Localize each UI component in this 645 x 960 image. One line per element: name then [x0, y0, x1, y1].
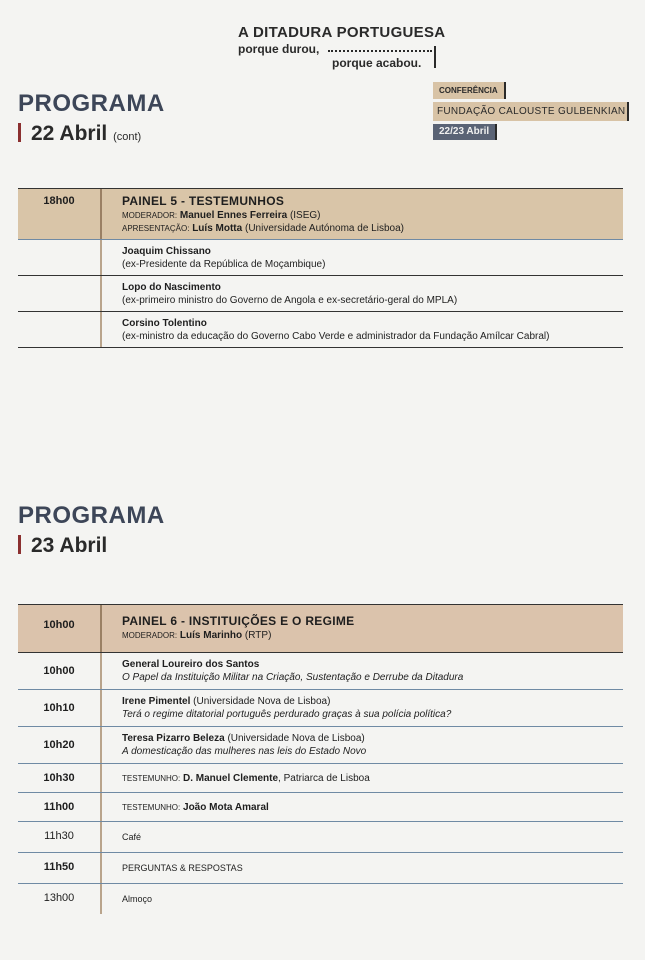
break-label: Almoço — [100, 884, 623, 914]
talk-time: 10h20 — [43, 739, 75, 751]
table-row — [18, 312, 623, 348]
speaker-desc: (ex-Presidente da República de Moçambique) — [122, 259, 326, 270]
testimony-label: TESTEMUNHO: — [122, 774, 181, 783]
programa-heading-day2: PROGRAMA — [18, 502, 165, 529]
break-label: PERGUNTAS & RESPOSTAS — [100, 853, 623, 883]
speaker-name: General Loureiro dos Santos — [122, 659, 260, 670]
table-row — [18, 764, 623, 793]
speaker-desc: (ex-ministro da educação do Governo Cabo Verde e administrador da Fundação Amílcar Cabral) — [122, 331, 550, 342]
break-label: Café — [100, 822, 623, 852]
talk-time: 10h00 — [43, 665, 75, 677]
moderator-affil: (RTP) — [244, 630, 272, 641]
break-time: 11h30 — [44, 830, 74, 842]
speaker-desc: (ex-primeiro ministro do Governo de Angola e ex-secretário-geral do MPLA) — [122, 295, 458, 306]
speaker-name: Teresa Pizarro Beleza — [122, 733, 225, 744]
talk-time: 10h10 — [43, 702, 75, 714]
venue-badge: FUNDAÇÃO CALOUSTE GULBENKIAN — [433, 102, 629, 121]
moderator-name: Manuel Ennes Ferreira — [179, 210, 288, 221]
speaker-affil: (Universidade Nova de Lisboa) — [193, 696, 331, 707]
break-time: 13h00 — [43, 892, 75, 904]
table-row — [18, 690, 623, 727]
schedule-table-day2 — [18, 604, 623, 914]
testimony-name: João Mota Amaral — [183, 802, 269, 813]
table-row — [18, 853, 623, 884]
table-row — [18, 793, 623, 822]
panel-title: PAINEL 5 - TESTEMUNHOS — [122, 194, 285, 208]
panel-row — [18, 605, 623, 653]
date-accent-bar — [18, 535, 21, 554]
panel-time: 10h00 — [43, 619, 75, 631]
day1-date — [18, 122, 141, 146]
day1-date-text: 22 Abril — [31, 122, 108, 145]
dates-badge: 22/23 Abril — [433, 124, 497, 140]
speaker-affil: (Universidade Nova de Lisboa) — [227, 733, 365, 744]
testimony-affil: , Patriarca de Lisboa — [278, 773, 370, 784]
presenter-label: APRESENTAÇÃO: — [122, 224, 190, 233]
header-vertical-bar — [434, 46, 436, 68]
table-row — [18, 240, 623, 276]
testimony-name: D. Manuel Clemente — [183, 773, 279, 784]
day2-date — [18, 534, 107, 558]
event-subtitle-2: porque acabou. — [332, 56, 422, 70]
testimony-time: 10h30 — [43, 772, 75, 784]
schedule-table-day1 — [18, 188, 623, 348]
moderator-label: MODERADOR: — [122, 211, 178, 220]
speaker-name: Corsino Tolentino — [122, 318, 207, 329]
event-title: A DITADURA PORTUGUESA — [238, 24, 446, 41]
panel-time: 18h00 — [43, 195, 75, 207]
testimony-time: 11h00 — [43, 801, 75, 813]
table-row — [18, 653, 623, 690]
panel-row — [18, 189, 623, 240]
panel-title: PAINEL 6 - INSTITUIÇÕES E O REGIME — [122, 614, 355, 628]
day1-cont-label: (cont) — [113, 131, 142, 143]
table-row — [18, 727, 623, 764]
date-accent-bar — [18, 123, 21, 142]
moderator-label: MODERADOR: — [122, 631, 178, 640]
conference-badge: CONFERÊNCIA — [433, 82, 506, 99]
break-time: 11h50 — [43, 861, 75, 873]
table-row — [18, 276, 623, 312]
programa-heading-day1: PROGRAMA — [18, 90, 165, 117]
presenter-affil: (Universidade Autónoma de Lisboa) — [244, 223, 404, 234]
speaker-name: Lopo do Nascimento — [122, 282, 221, 293]
speaker-name: Irene Pimentel — [122, 696, 191, 707]
talk-title: A domesticação das mulheres nas leis do Estado Novo — [122, 746, 367, 757]
dotted-divider — [328, 50, 432, 52]
talk-title: O Papel da Instituição Militar na Criação, Sustentação e Derrube da Ditadura — [122, 672, 464, 683]
moderator-affil: (ISEG) — [289, 210, 321, 221]
presenter-name: Luís Motta — [192, 223, 243, 234]
speaker-name: Joaquim Chissano — [122, 246, 211, 257]
moderator-name: Luís Marinho — [179, 630, 243, 641]
table-row — [18, 822, 623, 853]
event-subtitle-1: porque durou, — [238, 42, 320, 56]
talk-title: Terá o regime ditatorial português perdurado graças à sua polícia política? — [122, 709, 452, 720]
day2-date-text: 23 Abril — [31, 534, 108, 557]
testimony-label: TESTEMUNHO: — [122, 803, 181, 812]
table-row — [18, 884, 623, 914]
